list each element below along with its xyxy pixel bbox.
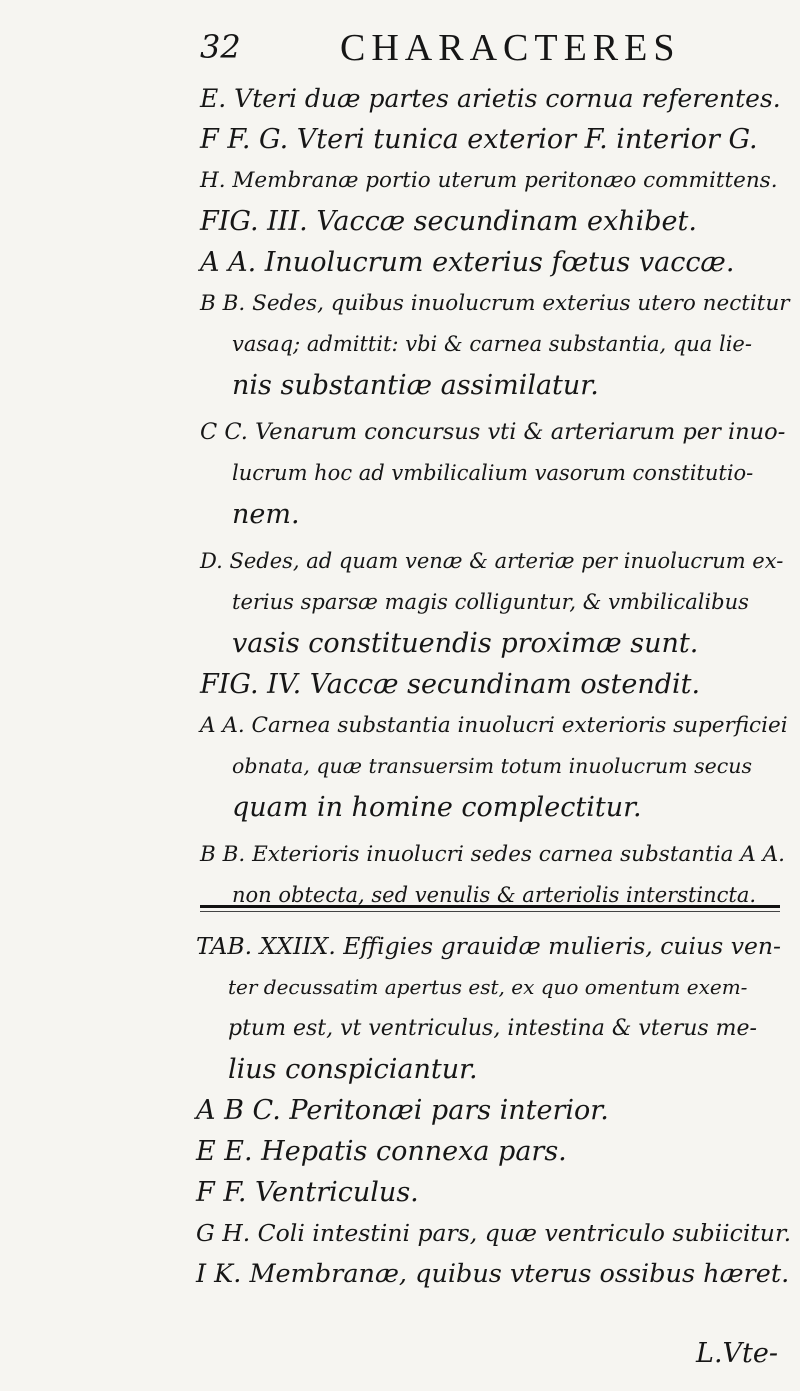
legend-entry xyxy=(200,834,790,916)
legend-entry xyxy=(196,1213,791,1254)
entry-line: nem. xyxy=(232,499,300,530)
entry-line: non obtecta, sed venulis & arteriolis interstincta. xyxy=(232,883,757,907)
legend-entry xyxy=(196,1254,791,1295)
legend-entry xyxy=(200,705,790,828)
section-divider xyxy=(200,905,780,908)
entry-line: E. Vteri duæ partes arietis cornua referentes. xyxy=(200,84,781,113)
legend-entry xyxy=(200,78,790,119)
entry-line: F F. Ventriculus. xyxy=(196,1177,419,1208)
running-head: CHARACTERES xyxy=(340,27,681,69)
legend-entry xyxy=(196,1131,791,1172)
legend-entry xyxy=(200,541,790,664)
entry-line: A A. Carnea substantia inuolucri exterioris superficiei xyxy=(200,713,788,738)
legend-entry xyxy=(196,926,791,1090)
legend-entry xyxy=(196,1172,791,1213)
entry-line: nis substantiæ assimilatur. xyxy=(232,370,599,401)
entry-line: lius conspiciantur. xyxy=(228,1054,478,1085)
legend-entry xyxy=(196,1090,791,1131)
legend-entry xyxy=(200,201,790,242)
legend-entries-bottom xyxy=(196,926,791,1295)
legend-entry xyxy=(200,664,790,705)
legend-entry xyxy=(200,119,790,160)
page-number: 32 xyxy=(200,28,241,66)
legend-entry xyxy=(200,283,790,406)
entry-line: C C. Venarum concursus vti & arteriarum per inuo- xyxy=(200,419,786,445)
entry-line: D. Sedes, ad quam venæ & arteriæ per inuolucrum ex- xyxy=(200,549,784,573)
legend-entry xyxy=(200,160,790,201)
entry-line: lucrum hoc ad vmbilicalium vasorum constitutio- xyxy=(232,461,754,485)
entry-line: H. Membranæ portio uterum peritonæo committens. xyxy=(200,168,778,193)
entry-line: G H. Coli intestini pars, quæ ventriculo subiicitur. xyxy=(196,1219,792,1247)
entry-line: vasaq; admittit: vbi & carnea substantia, qua lie- xyxy=(232,332,752,356)
entry-line: FIG. IV. Vaccæ secundinam ostendit. xyxy=(200,669,701,700)
entry-line: terius sparsæ magis colliguntur, & vmbilicalibus xyxy=(232,590,749,614)
legend-entry xyxy=(200,242,790,283)
entry-line: quam in homine complectitur. xyxy=(232,792,642,823)
entry-line: A B C. Peritonæi pars interior. xyxy=(196,1095,609,1126)
entry-line: FIG. III. Vaccæ secundinam exhibet. xyxy=(200,206,697,237)
entry-line: ter decussatim apertus est, ex quo omentum exem- xyxy=(228,975,748,999)
catchword: L.Vte- xyxy=(696,1338,778,1369)
entry-line: E E. Hepatis connexa pars. xyxy=(196,1136,567,1167)
entry-line: A A. Inuolucrum exterius fœtus vaccæ. xyxy=(200,247,735,278)
entry-line: F F. G. Vteri tunica exterior F. interior G. xyxy=(200,124,758,155)
page-header xyxy=(200,22,790,82)
entry-line: B B. Exterioris inuolucri sedes carnea substantia A A. xyxy=(200,842,786,867)
entry-line: ptum est, vt ventriculus, intestina & vterus me- xyxy=(228,1016,757,1041)
entry-line: vasis constituendis proximæ sunt. xyxy=(232,628,699,659)
entry-line: obnata, quæ transuersim totum inuolucrum secus xyxy=(232,754,752,778)
legend-entries-top xyxy=(200,78,790,916)
entry-line: B B. Sedes, quibus inuolucrum exterius utero nectitur xyxy=(200,291,790,316)
entry-line: I K. Membranæ, quibus vterus ossibus hæret. xyxy=(196,1259,790,1289)
section-divider-thin xyxy=(200,911,780,912)
entry-line: TAB. XXIIX. Effigies grauidæ mulieris, cuius ven- xyxy=(196,932,781,960)
legend-entry xyxy=(200,412,790,535)
